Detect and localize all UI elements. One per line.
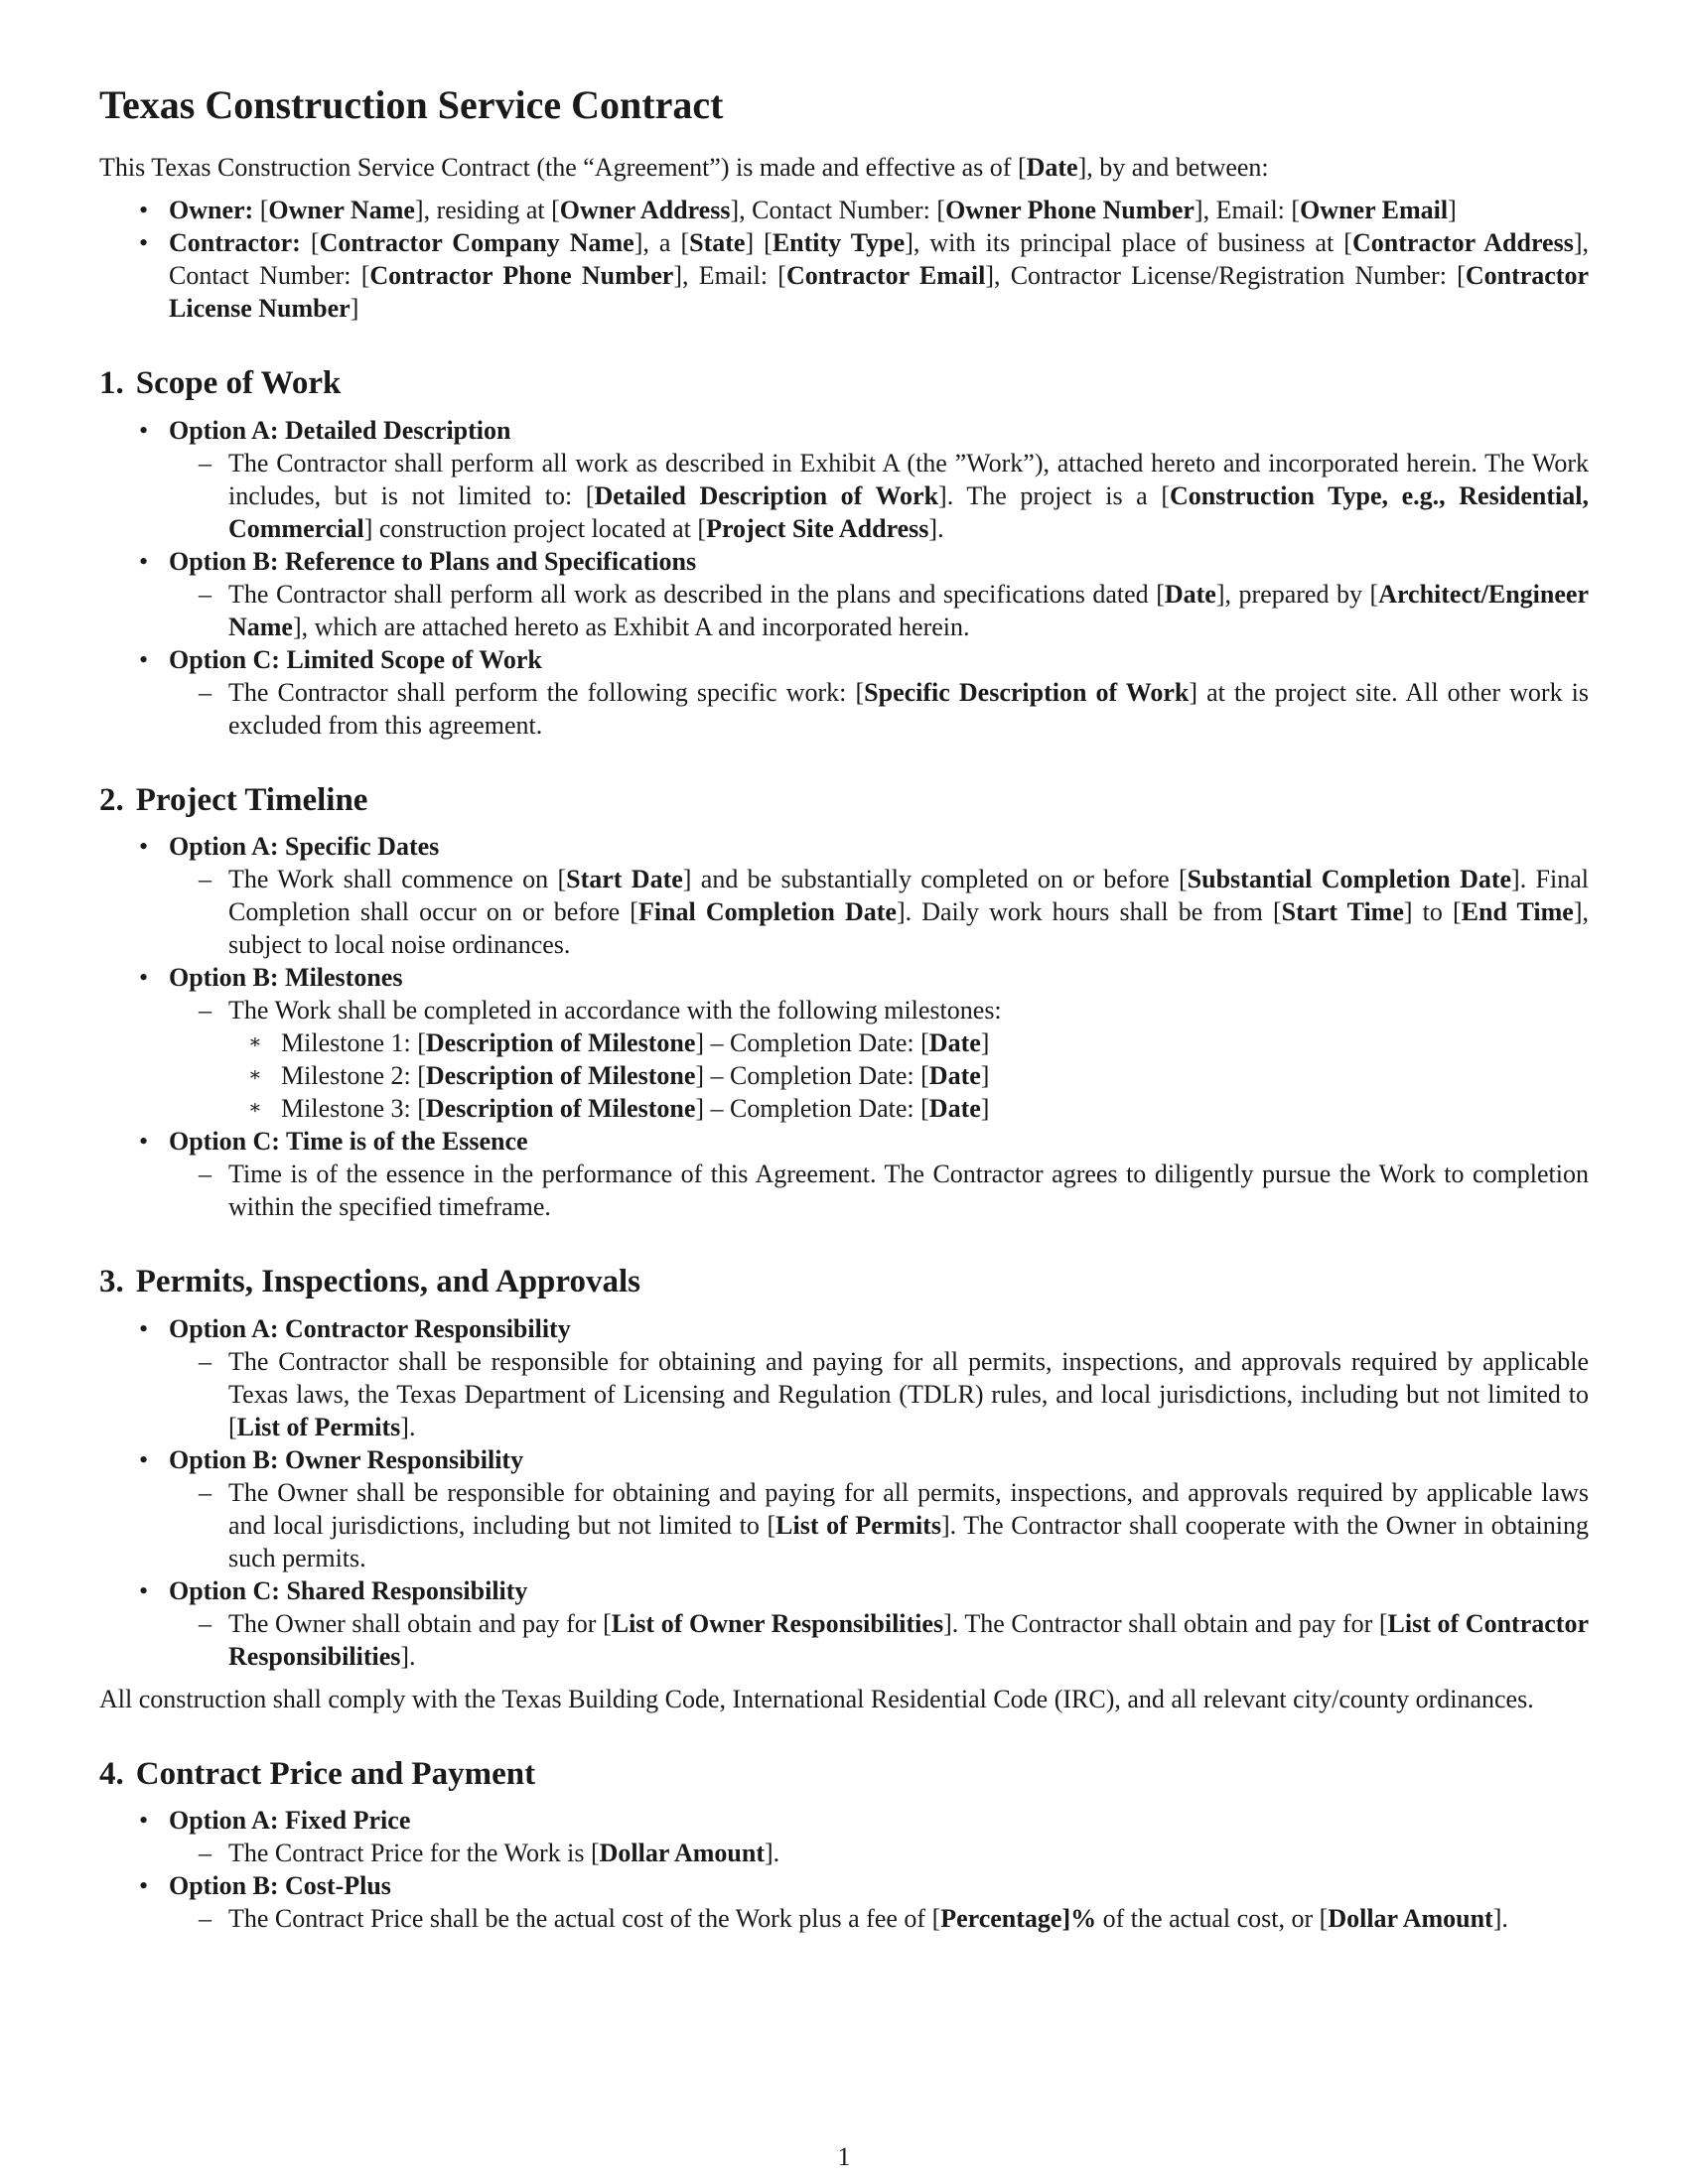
option-item: • Option B: Reference to Plans and Specifications [139, 546, 697, 576]
compliance-paragraph: All construction shall comply with the Texas Building Code, International Residential Code (IRC), and all relevant city/county ordinances. [99, 1684, 1534, 1713]
section-project-timeline [99, 781, 1589, 1224]
bullet-marker: • [139, 1127, 149, 1157]
intro-paragraph: This Texas Construction Service Contract (the “Agreement”) is made and effective as of [Date], by and between: [99, 153, 1269, 182]
bullet-marker: • [139, 963, 149, 993]
contractor-party-item: • Contractor: [Contractor Company Name], a [State] [Entity Type], with its principal place of business at [Contractor Address], Contact Number: [Contractor Phone Number], Email: [Contractor Email], Contractor License/Registration Number: [Contractor License Number] [139, 228, 1590, 323]
option-item: • Option A: Contractor Responsibility [139, 1313, 571, 1343]
party-list [99, 194, 1589, 325]
option-item: • Option B: Owner Responsibility [139, 1444, 524, 1474]
bullet-marker: • [139, 832, 149, 862]
dash-marker: – [199, 1346, 211, 1376]
section-heading: 2. Project Timeline [99, 781, 368, 818]
milestone-item: ∗ Milestone 2: [Description of Milestone] – Completion Date: [Date] [248, 1061, 990, 1091]
bullet-marker: • [139, 1806, 149, 1836]
option-text: – The Contractor shall be responsible for obtaining and paying for all permits, inspections, and approvals required by applicable Texas laws, the Texas Department of Licensing and Regulation (TDLR) rules, and local jurisdictions, including but not limited to [List of Permits]. [199, 1346, 1589, 1441]
option-list [99, 414, 1589, 742]
star-marker: ∗ [248, 1064, 262, 1087]
bullet-marker: • [139, 1313, 149, 1343]
option-text: – The Contract Price shall be the actual cost of the Work plus a fee of [Percentage]% of the actual cost, or [Dollar Amount]. [199, 1904, 1508, 1934]
section-heading: 4. Contract Price and Payment [99, 1755, 536, 1792]
bullet-marker: • [139, 196, 149, 224]
option-item: • Option A: Fixed Price [139, 1806, 411, 1836]
option-text: – The Owner shall be responsible for obtaining and paying for all permits, inspections, and approvals required by applicable laws and local jurisdictions, including but not limited to [List of Permits]. The Contractor shall cooperate with the Owner in obtaining such permits. [199, 1477, 1589, 1572]
bullet-marker: • [139, 228, 149, 257]
option-list [99, 830, 1589, 1223]
dash-marker: – [199, 677, 211, 707]
dash-marker: – [199, 448, 211, 478]
effective-date-placeholder: Date [1026, 153, 1078, 182]
option-text: – The Contractor shall perform the following specific work: [Specific Description of Work] at the project site. All other work is excluded from this agreement. [199, 677, 1589, 740]
bullet-marker: • [139, 546, 149, 576]
option-text: – The Owner shall obtain and pay for [List of Owner Responsibilities]. The Contractor shall obtain and pay for [List of Contractor Responsibilities]. [199, 1608, 1589, 1671]
option-item: • Option C: Time is of the Essence [139, 1127, 528, 1157]
dash-marker: – [199, 1160, 211, 1189]
milestone-item: ∗ Milestone 1: [Description of Milestone] – Completion Date: [Date] [248, 1028, 990, 1058]
option-text: – The Contract Price for the Work is [Dollar Amount]. [199, 1839, 780, 1868]
option-item: • Option A: Specific Dates [139, 832, 440, 862]
bullet-marker: • [139, 1871, 149, 1901]
section-permits [99, 1263, 1589, 1715]
option-list [99, 1312, 1589, 1673]
option-text: – The Contractor shall perform all work as described in the plans and specifications dated [Date], prepared by [Architect/Engineer Name], which are attached hereto as Exhibit A and incorporated herein. [199, 579, 1589, 641]
page-number: 1 [837, 2142, 851, 2171]
option-text: – The Work shall commence on [Start Date] and be substantially completed on or before [Substantial Completion Date]. Final Completion shall occur on or before [Final Completion Date]. Daily work hours shall be from [Start Time] to [End Time], subject to local noise ordinances. [199, 865, 1590, 960]
dash-marker: – [199, 1839, 211, 1868]
dash-marker: – [199, 865, 211, 894]
option-item: • Option A: Detailed Description [139, 415, 511, 445]
section-heading: 1. Scope of Work [99, 365, 342, 401]
option-item: • Option B: Cost-Plus [139, 1871, 391, 1901]
dash-marker: – [199, 996, 211, 1025]
option-text: – Time is of the essence in the performance of this Agreement. The Contractor agrees to diligently pursue the Work to completion within the specified timeframe. [199, 1160, 1589, 1222]
milestone-item: ∗ Milestone 3: [Description of Milestone] – Completion Date: [Date] [248, 1094, 990, 1124]
dash-marker: – [199, 1608, 211, 1638]
bullet-marker: • [139, 1444, 149, 1474]
bullet-marker: • [139, 1575, 149, 1605]
option-item: • Option C: Limited Scope of Work [139, 644, 542, 674]
option-item: • Option C: Shared Responsibility [139, 1575, 528, 1605]
bullet-marker: • [139, 415, 149, 445]
document-page [99, 81, 1589, 1975]
section-contract-price [99, 1755, 1589, 1936]
star-marker: ∗ [248, 1097, 262, 1120]
dash-marker: – [199, 1904, 211, 1934]
option-text: – The Work shall be completed in accordance with the following milestones: [199, 996, 1002, 1025]
bullet-marker: • [139, 644, 149, 674]
section-heading: 3. Permits, Inspections, and Approvals [99, 1264, 640, 1300]
option-item: • Option B: Milestones [139, 963, 403, 993]
option-text: – The Contractor shall perform all work as described in Exhibit A (the ”Work”), attached hereto and incorporated herein. The Work includes, but is not limited to: [Detailed Description of Work]. The project is a [Construction Type, e.g., Residential, Commercial] construction project located at [Project Site Address]. [199, 448, 1589, 543]
dash-marker: – [199, 1477, 211, 1507]
section-scope-of-work [99, 364, 1589, 742]
document-title: Texas Construction Service Contract [99, 82, 724, 127]
owner-party-item: • Owner: [Owner Name], residing at [Owner Address], Contact Number: [Owner Phone Number], Email: [Owner Email] [139, 196, 1457, 224]
star-marker: ∗ [248, 1031, 262, 1054]
dash-marker: – [199, 579, 211, 609]
option-list [99, 1804, 1589, 1935]
